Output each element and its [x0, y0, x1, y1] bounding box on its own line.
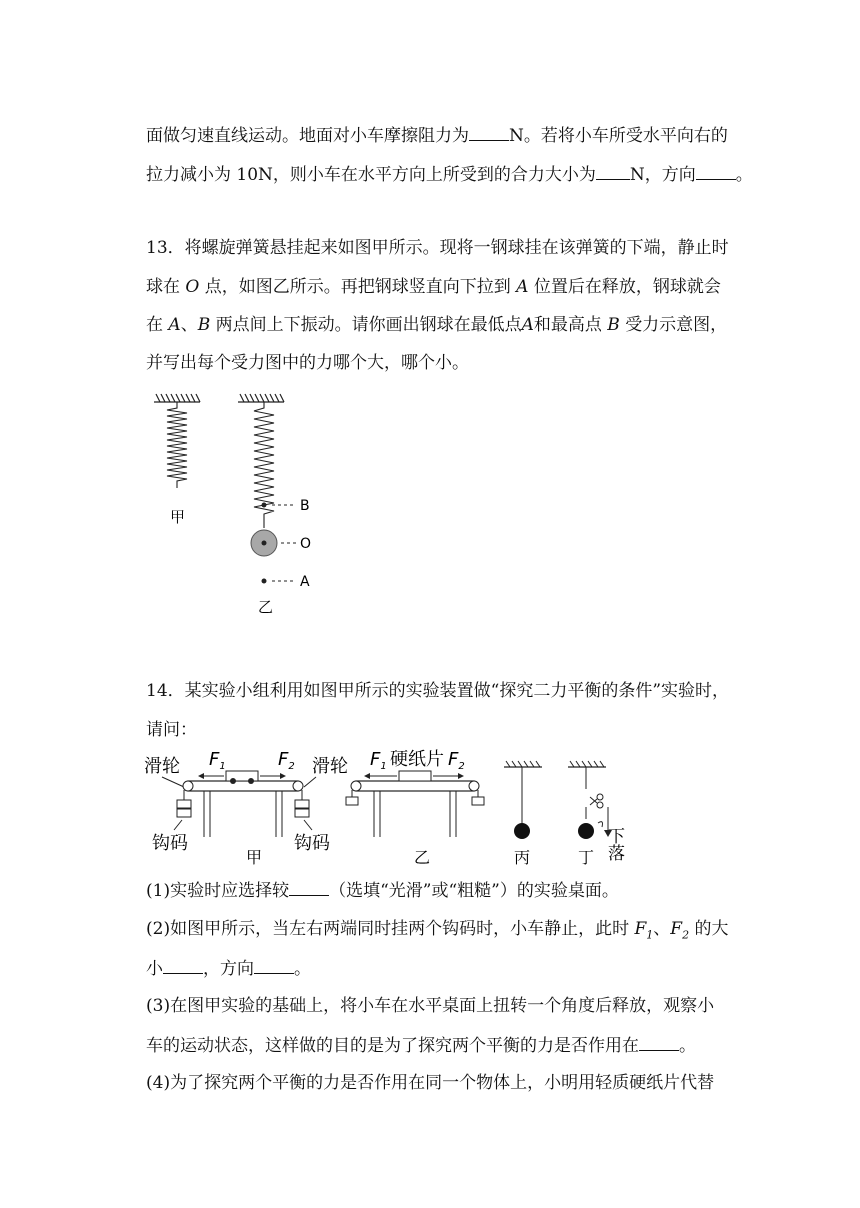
card-piece: [399, 771, 431, 781]
q12-text: 拉力减小为 10N，则小车在水平方向上所受到的合力大小为: [146, 165, 596, 185]
q14-text: 、: [653, 919, 671, 939]
pointer-pulley-left: [162, 777, 184, 787]
q13-text: 点，如图乙所示。再把钢球竖直向下拉到: [204, 277, 511, 297]
pulley-right: [293, 781, 303, 791]
label-fall: 下落: [604, 827, 624, 861]
answer-blank-net-force[interactable]: [596, 163, 630, 180]
label-bing: 丙: [514, 848, 531, 867]
answer-blank-surface[interactable]: [289, 879, 329, 896]
point-O-dot: [262, 541, 267, 546]
weight-right: [472, 797, 484, 805]
label-A: A: [300, 574, 310, 590]
q14-text: 的大: [694, 919, 729, 939]
label-O: O: [300, 536, 312, 552]
q12-line-2: [146, 163, 753, 186]
label-weight-right: 钩码: [294, 833, 330, 854]
spring-figure: [140, 388, 340, 618]
label-card: 硬纸片: [390, 749, 444, 770]
point-O-label: O: [185, 277, 200, 297]
point-A-dot: [262, 579, 267, 584]
q14-text: 。: [679, 1036, 696, 1056]
spring-jia: [167, 402, 187, 488]
point-A-label: A: [521, 315, 534, 335]
q14-part-1: [146, 879, 619, 902]
weight-right: [295, 800, 309, 808]
ball-ding: [578, 823, 594, 839]
cart-wheel: [248, 778, 254, 784]
cart-wheel: [230, 778, 236, 784]
q14-line-2: 请问：: [146, 720, 197, 740]
answer-blank-friction[interactable]: [469, 124, 509, 141]
pointer-pulley-right: [304, 777, 316, 787]
label-weight-left: 钩码: [152, 833, 188, 854]
q12-text: N。若将小车所受水平向右的: [509, 126, 728, 146]
ceiling-hatch-ding: [570, 761, 604, 767]
point-B-dot: [262, 503, 267, 508]
q12-text: 。: [735, 165, 753, 185]
q13-text: 、: [180, 315, 198, 335]
ceiling-jia: [154, 394, 200, 402]
q13-line-4: 并写出每个受力图中的力哪个大，哪个小。: [146, 353, 469, 373]
q13-line-1: 13．将螺旋弹簧悬挂起来如图甲所示。现将一钢球挂在该弹簧的下端，静止时: [146, 238, 729, 258]
label-pulley-right: 滑轮: [312, 756, 348, 777]
q12-line-1: [146, 124, 728, 147]
q14-part-3: (3)在图甲实验的基础上，将小车在水平桌面上扭转一个角度后释放，观察小: [146, 996, 715, 1016]
q13-text: 位置后在释放，钢球就会: [533, 277, 721, 297]
pulley-right: [469, 781, 479, 791]
pointer-weight-right: [304, 820, 312, 830]
q14-text: (2)如图甲所示，当左右两端同时挂两个钩码时，小车静止，此时: [146, 919, 630, 939]
q12-text: N，方向: [629, 165, 696, 185]
q14-part-2-cont: [146, 957, 311, 980]
label-jia: 甲: [246, 848, 263, 867]
q13-text: 球在: [146, 277, 180, 297]
weight-left: [177, 809, 191, 817]
label-F2: $F_2$: [278, 749, 295, 772]
label-yi: 乙: [414, 848, 431, 867]
q13-text: 受力示意图，: [625, 315, 728, 335]
answer-blank-direction[interactable]: [696, 163, 736, 180]
scissors-icon: [590, 794, 603, 808]
label-yi: 乙: [258, 598, 274, 616]
label-jia: 甲: [170, 508, 186, 526]
motion-arc: [598, 822, 603, 827]
q13-line-2: [146, 276, 721, 298]
pointer-weight-left: [174, 820, 182, 830]
q14-text: 。: [294, 959, 311, 979]
point-A-label: A: [516, 277, 529, 297]
q14-part-3-cont: [146, 1034, 696, 1057]
q14-text: 车的运动状态，这样做的目的是为了探究两个平衡的力是否作用在: [146, 1036, 639, 1056]
weight-left: [177, 800, 191, 808]
q14-text: (1)实验时应选择较: [146, 881, 290, 901]
label-B: B: [300, 498, 310, 514]
q14-text: 小: [146, 959, 163, 979]
ceiling-hatch-bing: [506, 761, 540, 767]
q12-text: 面做匀速直线运动。地面对小车摩擦阻力为: [146, 126, 469, 146]
q14-text: ，方向: [203, 959, 254, 979]
q14-line-1: 14．某实验小组利用如图甲所示的实验装置做“探究二力平衡的条件”实验时，: [146, 681, 730, 701]
q13-line-3: [146, 314, 727, 336]
label-pulley-left: 滑轮: [144, 756, 180, 777]
q14-part-2: [146, 918, 729, 946]
symbol-F1: $F_1$: [634, 919, 654, 942]
table-top-jia: [188, 781, 298, 791]
q13-text: 两点间上下振动。请你画出钢球在最低点: [215, 315, 522, 335]
q14-part-4: (4)为了探究两个平衡的力是否作用在同一个物体上，小明用轻质硬纸片代替: [146, 1073, 715, 1093]
label-ding: 丁: [578, 848, 595, 867]
weight-left: [346, 797, 358, 805]
answer-blank-magnitude[interactable]: [163, 957, 203, 974]
arrowhead-F1: [198, 773, 204, 779]
arrowhead-F1: [364, 773, 370, 779]
arrowhead-F2: [280, 773, 286, 779]
ball-bing: [514, 823, 530, 839]
weight-right: [295, 809, 309, 817]
label-F1: $F_1$: [209, 749, 226, 772]
label-F1: $F_1$: [370, 749, 387, 772]
answer-blank-direction-2[interactable]: [254, 957, 294, 974]
pulley-left: [351, 781, 361, 791]
label-F2: $F_2$: [448, 749, 465, 772]
answer-blank-line[interactable]: [639, 1034, 679, 1051]
table-top-yi: [356, 781, 474, 791]
q14-text: （选填“光滑”或“粗糙”）的实验桌面。: [329, 881, 619, 901]
point-B-label: B: [197, 315, 211, 335]
balance-experiment-figure: [144, 745, 644, 867]
q13-text: 在: [146, 315, 163, 335]
pulley-left: [183, 781, 193, 791]
symbol-F2: $F_2$: [670, 919, 690, 942]
point-A-label: A: [168, 315, 181, 335]
arrowhead-F2: [458, 773, 464, 779]
ceiling-yi: [238, 394, 284, 402]
spring-yi: [254, 402, 274, 528]
point-B-label: B: [607, 315, 620, 335]
q13-text: 和最高点: [533, 315, 602, 335]
